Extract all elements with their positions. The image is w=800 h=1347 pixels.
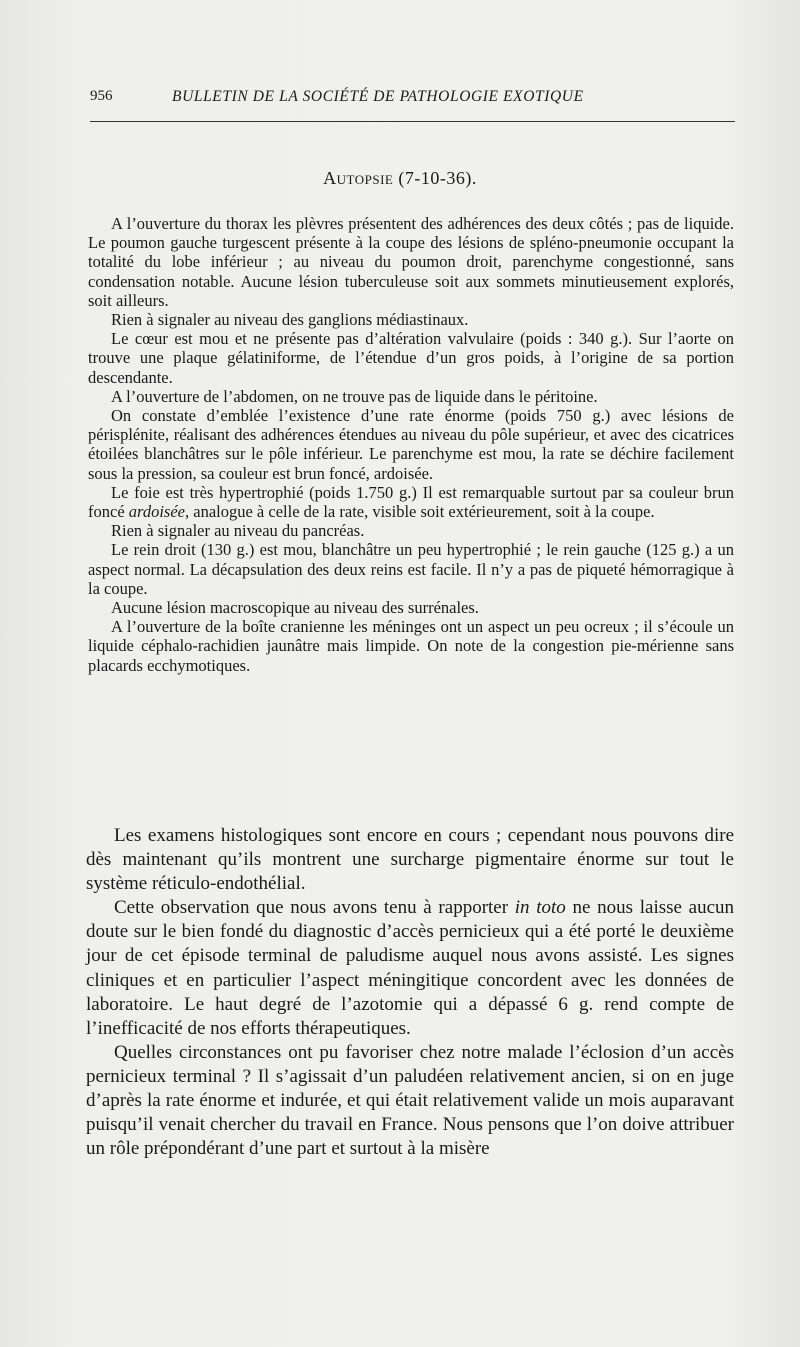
text-run: , analogue à celle de la rate, visible soit extérieurement, soit à la coupe. [185, 502, 655, 522]
running-title: BULLETIN DE LA SOCIÉTÉ DE PATHOLOGIE EXOTIQUE [172, 88, 584, 105]
autopsy-paragraph: Rien à signaler au niveau des ganglions médiastinaux. [111, 310, 469, 330]
page-number: 956 [90, 88, 113, 104]
autopsy-paragraph: A l’ouverture du thorax les plèvres présentent des adhérences des deux côtés ; pas de liquide. Le poumon gauche turgescent présente à la coupe des lésions de spléno-pneumonie occupant la totalité du lobe inférieur ; au niveau du poumon droit, parenchyme congestionné, sans condensation notable. Aucune lésion tuberculeuse soit aux sommets minutieusement explorés, soit ailleurs. [88, 214, 734, 310]
running-header [90, 88, 735, 114]
autopsy-paragraph [88, 483, 734, 521]
discussion-paragraph [86, 896, 734, 1041]
autopsy-paragraph: Rien à signaler au niveau du pancréas. [111, 521, 365, 541]
autopsy-paragraph: Le rein droit (130 g.) est mou, blanchâtre un peu hypertrophié ; le rein gauche (125 g.) a un aspect normal. La décapsulation des deux reins est facile. Il n’y a pas de piqueté hémorragique à la coupe. [88, 540, 734, 598]
emphasis-text: ardoisée [128, 502, 185, 522]
text-run: ne nous laisse aucun doute sur le bien fondé du diagnostic d’accès pernicieux qui a été porté le deuxième jour de cet épisode terminal de paludisme auquel nous avons assisté. Les signes cliniques et en particulier l’aspect méningitique concordent avec les données de laboratoire. Le haut degré de l’azotomie qui a dépassé 6 g. rend compte de l’inefficacité de nos efforts thérapeutiques. [86, 897, 735, 1039]
section-title-label: Autopsie [323, 168, 394, 188]
emphasis-text: in toto [514, 897, 566, 919]
autopsy-paragraph: A l’ouverture de l’abdomen, on ne trouve pas de liquide dans le péritoine. [111, 386, 598, 406]
discussion [86, 824, 734, 1161]
text-run: Le foie est très hypertrophié (poids 1.750 g.) Il est remarquable surtout par sa couleur brun foncé [88, 482, 734, 522]
section-title-date: (7-10-36). [398, 168, 477, 188]
autopsy-paragraph: Le cœur est mou et ne présente pas d’altération valvulaire (poids : 340 g.). Sur l’aorte on trouve une plaque gélatiniforme, de l’étendue d’un gros poids, à l’origine de sa portion descendante. [88, 329, 734, 387]
autopsy-paragraph: Aucune lésion macroscopique au niveau des surrénales. [111, 598, 479, 618]
discussion-paragraph: Les examens histologiques sont encore en cours ; cependant nous pouvons dire dès maintenant qu’ils montrent une surcharge pigmentaire énorme sur tout le système réticulo-endothélial. [86, 825, 734, 895]
section-title [0, 168, 800, 189]
discussion-paragraph: Quelles circonstances ont pu favoriser chez notre malade l’éclosion d’un accès pernicieux terminal ? Il s’agissait d’un paludéen relativement ancien, si on en juge d’après la rate énorme et indurée, et qui était relativement valide un mois auparavant puisqu’il venait chercher du travail en France. Nous pensons que l’on doive attribuer un rôle prépondérant d’une part et surtout à la misère [86, 1041, 734, 1160]
autopsy-paragraph: On constate d’emblée l’existence d’une rate énorme (poids 750 g.) avec lésions de périsplénite, réalisant des adhérences étendues au niveau du pôle supérieur, et avec des cicatrices étoilées blanchâtres sur le pôle inférieur. Le parenchyme est mou, la rate se déchire facilement sous la pression, sa couleur est brun foncé, ardoisée. [88, 406, 734, 483]
header-rule [90, 121, 735, 122]
autopsy-report [88, 214, 734, 675]
autopsy-paragraph: A l’ouverture de la boîte cranienne les méninges ont un aspect un peu ocreux ; il s’écoule un liquide céphalo-rachidien jaunâtre mais limpide. On note de la congestion pie-mérienne sans placards ecchymotiques. [88, 617, 734, 675]
text-run: Cette observation que nous avons tenu à rapporter [114, 897, 515, 919]
